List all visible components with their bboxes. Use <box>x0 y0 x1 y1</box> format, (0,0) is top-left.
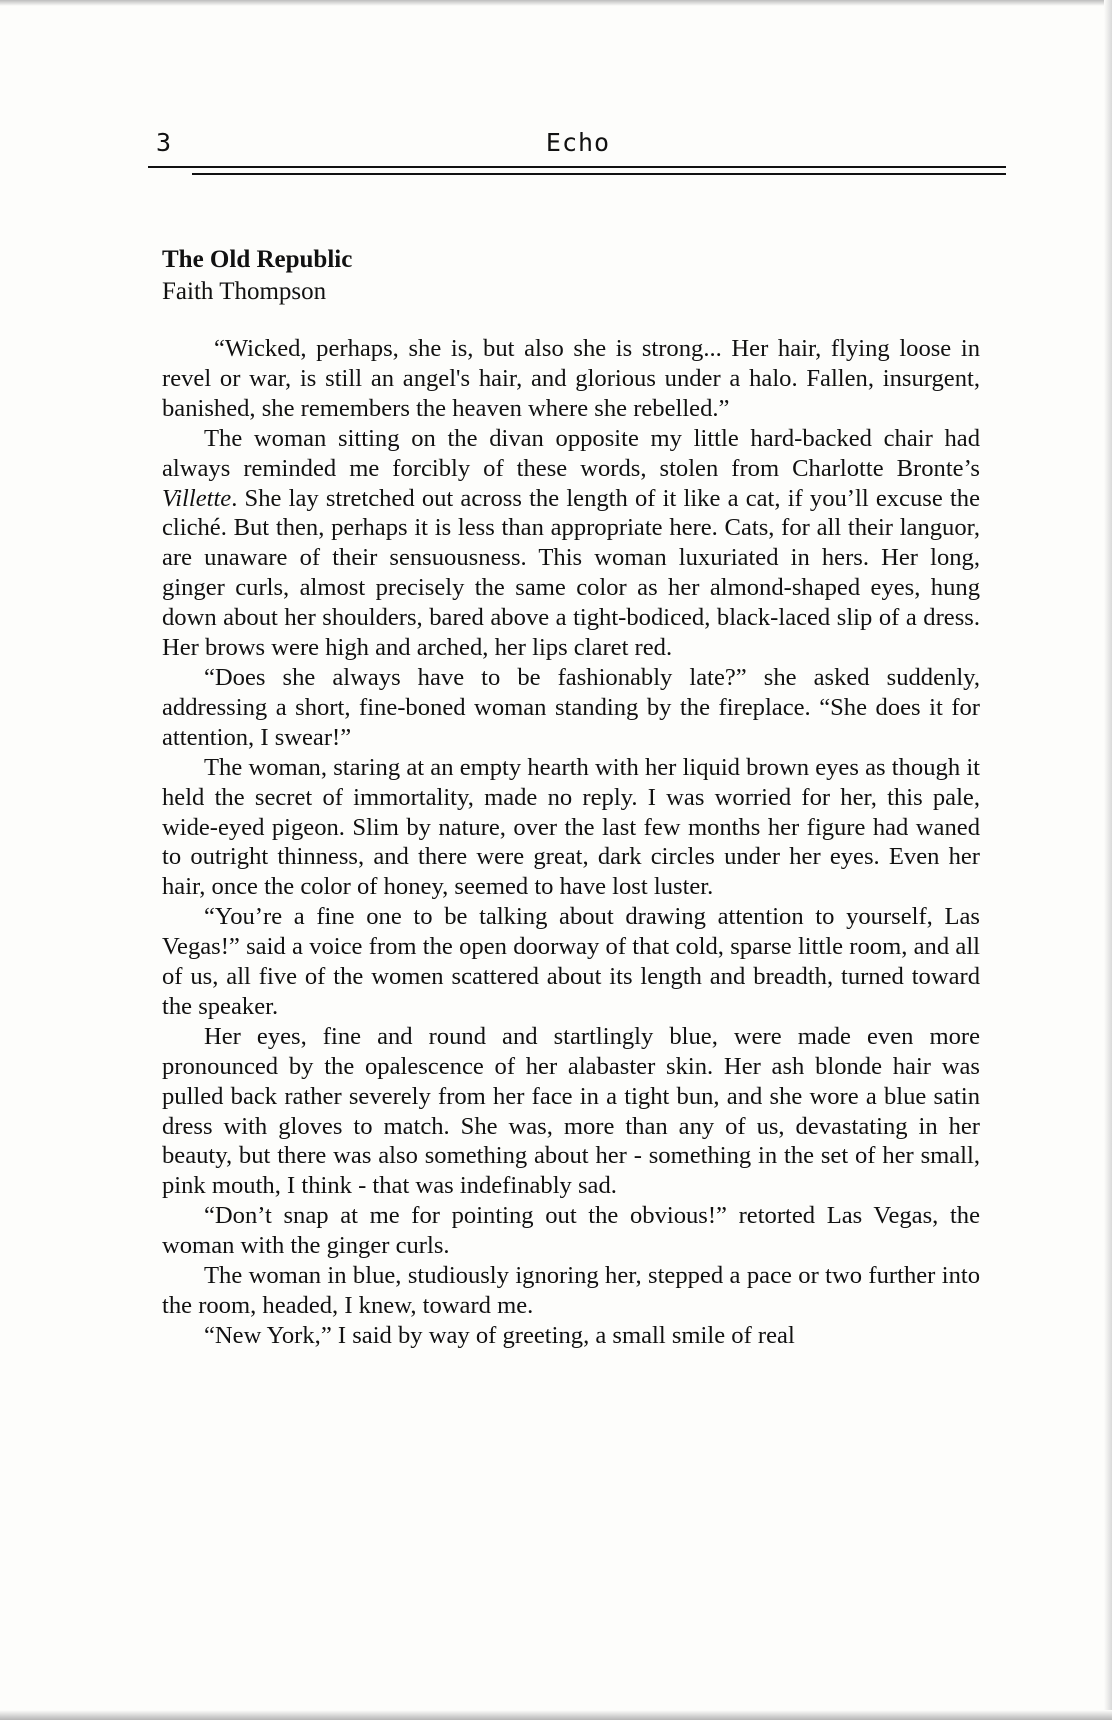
article-title: The Old Republic <box>162 246 353 273</box>
book-title-italic: Villette <box>162 484 232 512</box>
article <box>162 244 980 1351</box>
article-author: Faith Thompson <box>162 278 327 305</box>
running-header <box>148 122 1008 162</box>
paragraph: “Does she always have to be fashionably late?” she asked suddenly, addressing a short, fine-boned woman standing by the fireplace. “She does it for attention, I swear!” <box>162 663 980 751</box>
scan-edge-right <box>1104 0 1112 1720</box>
article-body <box>162 334 980 1351</box>
paragraph: “Don’t snap at me for pointing out the obvious!” retorted Las Vegas, the woman with the ginger curls. <box>162 1202 980 1260</box>
paragraph: The woman in blue, studiously ignoring her, stepped a pace or two further into the room, headed, I knew, toward me. <box>162 1262 980 1319</box>
paragraph: The woman sitting on the divan opposite my little hard-backed chair had always reminded me forcibly of these words, stolen from Charlotte Bronte’s Villette. She lay stretched out across the length of it like a cat, if you’ll excuse the cliché. But then, perhaps it is less than appropriate here. Cats, for all their languor, are unaware of their sensuousness. This woman luxuriated in hers. Her long, ginger curls, almost precisely the same color as her almond-shaped eyes, hung down about her shoulders, bared above a tight-bodiced, black-laced slip of a dress. Her brows were high and arched, her lips claret red. <box>162 424 980 662</box>
scan-edge-bottom <box>0 1710 1112 1720</box>
paragraph: Her eyes, fine and round and startlingly blue, were made even more pronounced by the opalescence of her alabaster skin. Her ash blonde hair was pulled back rather severely from her face in a tight bun, and she wore a blue satin dress with gloves to match. She was, more than any of us, devastating in her beauty, but there was also something about her - something in the set of her small, pink mouth, I think - that was indefinably sad. <box>162 1022 980 1200</box>
header-rule-top <box>148 166 1006 168</box>
paragraph: “New York,” I said by way of greeting, a small smile of real <box>204 1321 795 1349</box>
paragraph: “Wicked, perhaps, she is, but also she is strong... Her hair, flying loose in revel or war, is still an angel's hair, and glorious under a halo. Fallen, insurgent, banished, she remembers the heaven where she rebelled.” <box>162 335 980 422</box>
header-rule-bottom <box>192 173 1006 175</box>
page-number: 3 <box>156 128 172 157</box>
scan-edge-top <box>0 0 1112 6</box>
paragraph: “You’re a fine one to be talking about drawing attention to yourself, Las Vegas!” said a voice from the open doorway of that cold, sparse little room, and all of us, all five of the women scattered about its length and breadth, turned toward the speaker. <box>162 903 980 1020</box>
paragraph: The woman, staring at an empty hearth with her liquid brown eyes as though it held the secret of immortality, made no reply. I was worried for her, this pale, wide-eyed pigeon. Slim by nature, over the last few months her figure had waned to outright thinness, and there were great, dark circles under her eyes. Even her hair, once the color of honey, seemed to have lost luster. <box>162 753 980 901</box>
journal-name: Echo <box>545 128 611 157</box>
